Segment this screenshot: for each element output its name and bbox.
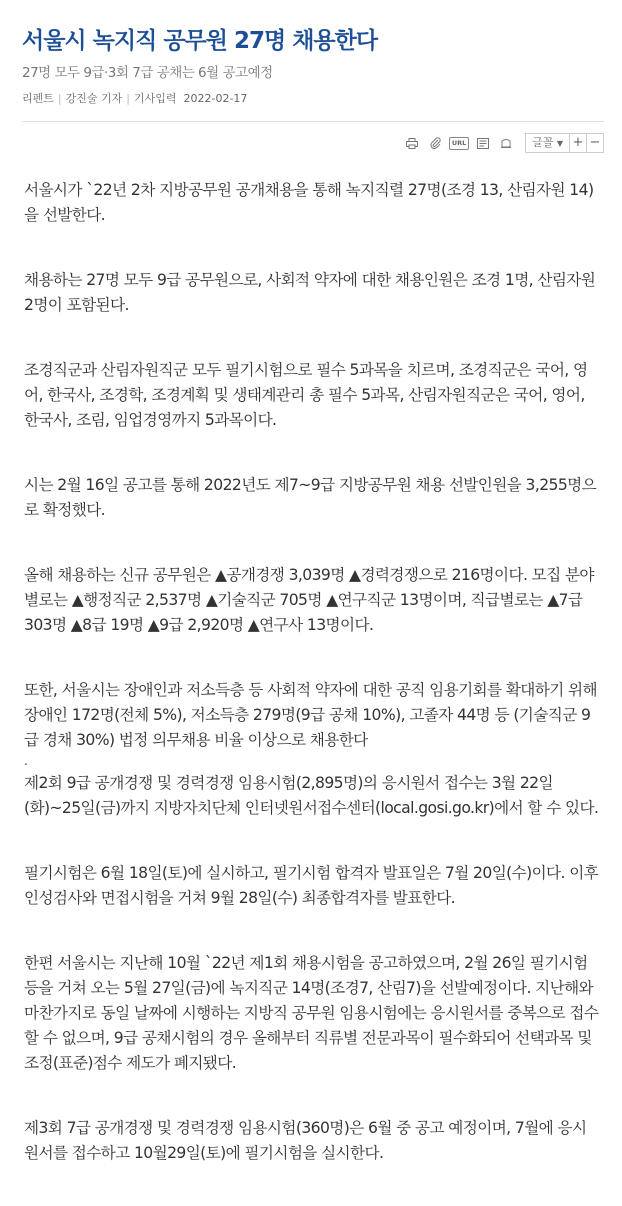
caret-down-icon: ▼ (556, 139, 563, 148)
font-select-label: 글꼴 (532, 136, 554, 149)
paragraph: 또한, 서울시는 장애인과 저소득층 등 사회적 약자에 대한 공직 임용기회를 확대하기 위해 장애인 172명(전체 5%), 저소득층 279명(9급 공채 10%), 고졸자 44명 등 (기술직군 9급 경채 30%) 법정 의무채용 비율 이상으로 채용한다 (24, 681, 597, 749)
font-select[interactable] (526, 134, 570, 152)
paragraph: 한편 서울시는 지난해 10월 `22년 제1회 채용시험을 공고하였으며, 2월 26일 필기시험 등을 거쳐 오는 5월 27일(금)에 녹지직군 14명(조경7, 산림7)을 선발예정이다. 지난해와 마찬가지로 동일 날짜에 시행하는 지방직 공무원 임용시험에는 응시원서를 중복으로 접수할 수 없으며, 9급 공채시험의 경우 올해부터 직류별 전문과목이 필수화되어 선택과목 및 조정(표준)점수 제도가 폐지됐다. (24, 954, 599, 1072)
url-icon[interactable]: URL (449, 137, 469, 150)
date-label: 기사입력 (133, 92, 177, 105)
paragraph: 서울시가 `22년 2차 지방공무원 공개채용을 통해 녹지직렬 27명(조경 13, 산림자원 14)을 선발한다. (24, 181, 594, 224)
paragraph: 올해 채용하는 신규 공무원은 ▲공개경쟁 3,039명 ▲경력경쟁으로 216명이다. 모집 분야별로는 ▲행정직군 2,537명 ▲기술직군 705명 ▲연구직군 13명이며, 직급별로는 ▲7급 303명 ▲8급 19명 ▲9급 2,920명 ▲연구사 13명이다. (24, 566, 594, 634)
paragraph: 제2회 9급 공개경쟁 및 경력경쟁 임용시험(2,895명)의 응시원서 접수는 3월 22일(화)~25일(금)까지 지방자치단체 인터넷원서접수센터(local.gosi.go.kr)에서 할 수 있다. (24, 774, 599, 817)
paragraph-dot: . (24, 754, 28, 768)
paragraph: 채용하는 27명 모두 9급 공무원으로, 사회적 약자에 대한 채용인원은 조경 1명, 산림자원 2명이 포함된다. (24, 271, 596, 314)
paragraph: 필기시험은 6월 18일(토)에 실시하고, 필기시험 합격자 발표일은 7월 20일(수)이다. 이후 인성검사와 면접시험을 거쳐 9월 28일(수) 최종합격자를 발표한다. (24, 864, 599, 907)
article-meta (22, 90, 247, 106)
paragraph: 시는 2월 16일 공고를 통해 2022년도 제7~9급 지방공무원 채용 선발인원을 3,255명으로 확정했다. (24, 476, 597, 519)
bookmark-icon[interactable] (497, 135, 515, 151)
font-size-control (525, 133, 604, 153)
article-body (24, 178, 599, 1206)
paragraph: 조경직군과 산림자원직군 모두 필기시험으로 필수 5과목을 치르며, 조경직군은 국어, 영어, 한국사, 조경학, 조경계획 및 생태계관리 총 필수 5과목, 산림자원직군은 국어, 영어, 한국사, 조림, 임업경영까지 5과목이다. (24, 361, 588, 429)
article-title: 서울시 녹지직 공무원 27명 채용한다 (22, 28, 378, 54)
font-increase-button[interactable]: + (570, 134, 587, 152)
scrap-icon[interactable] (474, 135, 492, 151)
article-toolbar (398, 133, 604, 153)
meta-separator: | (126, 92, 130, 105)
section-label[interactable]: 리펜트 (22, 92, 54, 105)
article-subtitle: 27명 모두 9급·3회 7급 공채는 6월 공고예정 (22, 65, 273, 81)
clip-icon[interactable] (426, 135, 444, 151)
header-divider (22, 121, 604, 122)
paragraph: 제3회 7급 공개경쟁 및 경력경쟁 임용시험(360명)은 6월 중 공고 예정이며, 7월에 응시원서를 접수하고 10월29일(토)에 필기시험을 실시한다. (24, 1119, 587, 1162)
font-decrease-button[interactable]: − (589, 135, 601, 150)
reporter-name[interactable]: 강진술 기자 (65, 92, 123, 105)
print-icon[interactable] (403, 135, 421, 151)
meta-separator: | (57, 92, 62, 105)
publish-date: 2022-02-17 (183, 92, 248, 105)
